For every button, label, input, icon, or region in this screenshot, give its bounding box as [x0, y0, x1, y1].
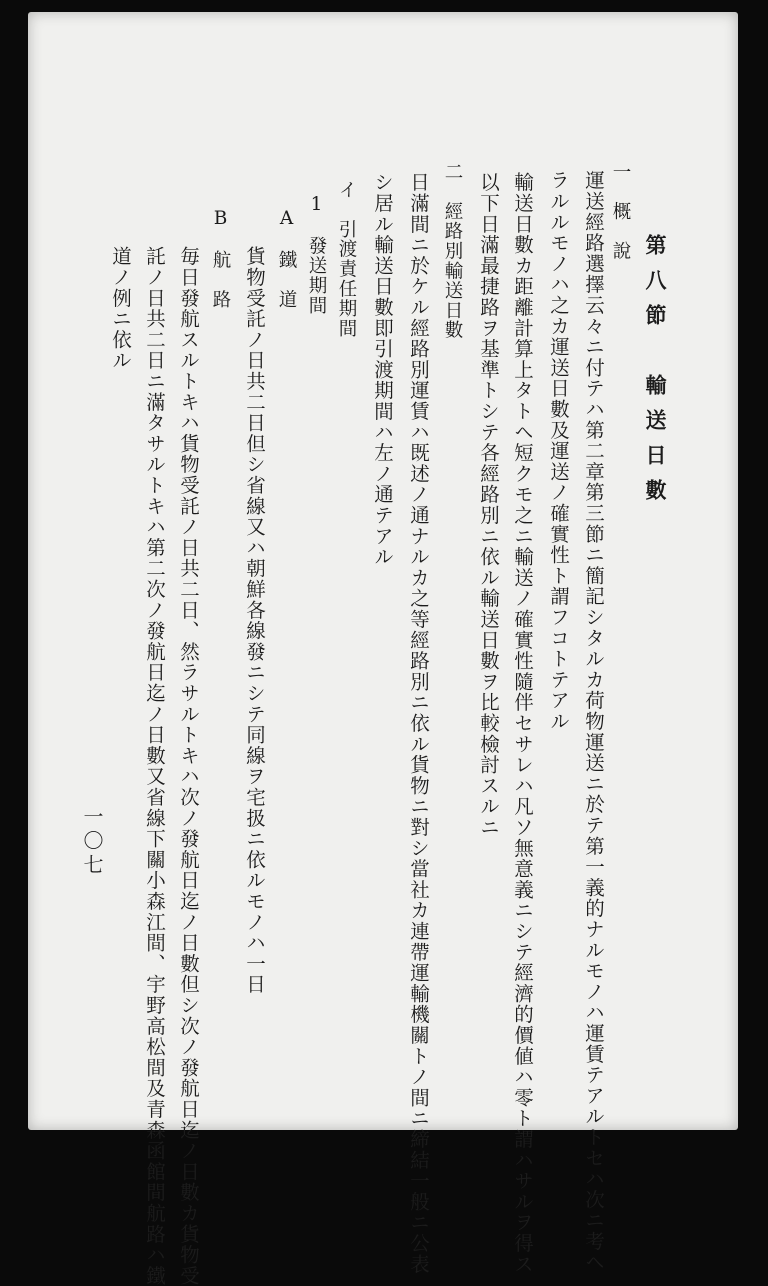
paragraph-line: シ居ル輸送日數即引渡期間ハ左ノ通テアル: [371, 172, 394, 568]
heading-overview: 一 概 說: [610, 162, 631, 261]
paragraph-line: ラルルモノハ之カ運送日數及運送ノ確實性ト謂フコトテアル: [547, 170, 570, 732]
paragraph-line: 毎日發航スルトキハ貨物受託ノ日共二日、然ラサルトキハ次ノ發航日迄ノ日數但シ次ノ發航日迄ノ日數カ貨物受: [177, 246, 200, 1286]
paragraph-line: 道ノ例ニ依ル: [109, 246, 132, 371]
heading-route-days: 二 經路別輸送日數: [442, 162, 463, 341]
paragraph-line: 輸送日數カ距離計算上タトヘ短クモ之ニ輸送ノ確實性隨伴セサレハ凡ソ無意義ニシテ經濟的價値ハ零ト謂ハサルヲ得ス: [511, 172, 534, 1275]
page-number: 一〇七: [80, 806, 104, 878]
paragraph-line: 貨物受託ノ日共二日但シ省線又ハ朝鮮各線發ニシテ同線ヲ宅扱ニ依ルモノハ一日: [243, 246, 266, 995]
heading-shipping-route: B 航 路: [210, 208, 231, 310]
paragraph-line: 日滿間ニ於ケル經路別運賃ハ既述ノ通ナルカ之等經路別ニ依ル貨物ニ對シ當社カ連帶運輸機關トノ間ニ締結一般ニ公表: [407, 172, 430, 1275]
heading-railway: A 鐵 道: [276, 208, 297, 310]
heading-delivery-period: イ 引渡責任期間: [336, 180, 357, 339]
paragraph-line: 運送經路選擇云々ニ付テハ第二章第三節ニ簡記シタルカ荷物運送ニ於テ第一義的ナルモノハ運賃テアルトセハ次ニ考ヘ: [582, 170, 605, 1273]
document-page: [28, 12, 738, 1286]
heading-dispatch-period: 1 發送期間: [306, 194, 327, 316]
section-title: 第八節 輸送日數: [643, 234, 668, 514]
paragraph-line: 託ノ日共二日ニ滿タサルトキハ第二次ノ發航日迄ノ日數又省線下關小森江間、宇野高松間及青森函館間航路ハ鐵: [143, 246, 166, 1286]
paragraph-line: 以下日滿最捷路ヲ基準トシテ各經路別ニ依ル輸送日數ヲ比較檢討スルニ: [477, 172, 500, 838]
